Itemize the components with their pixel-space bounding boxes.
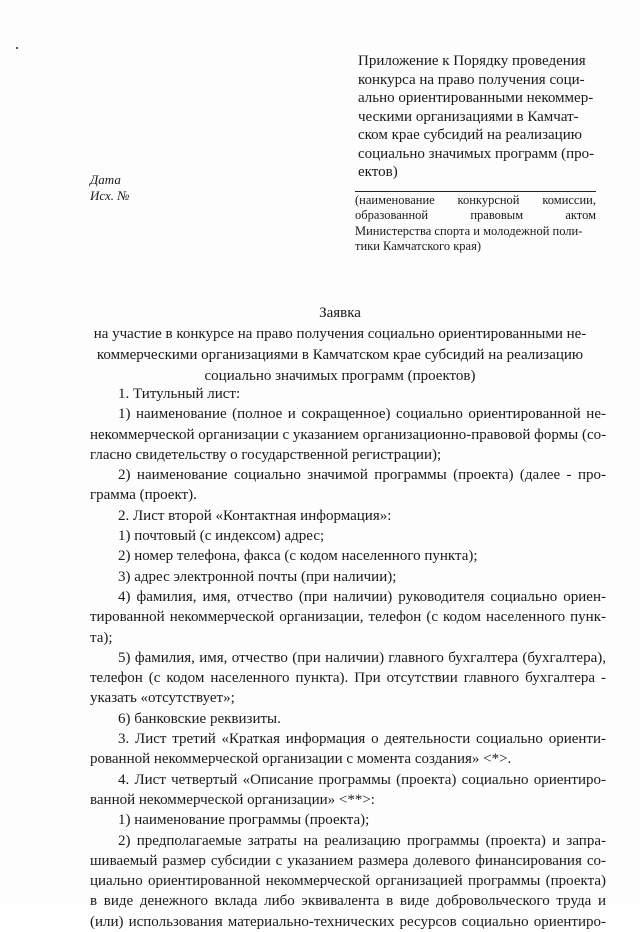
title-line: на участие в конкурсе на право получения социально ориентированными не- — [93, 326, 587, 342]
commission-line: тики Камчатского края) — [355, 238, 482, 253]
body-line: (или) использования материально-технических ресурсов социально ориентиро- — [90, 913, 606, 930]
commission-line: (наименование конкурсной комиссии, — [355, 193, 596, 207]
body-line: 3) адрес электронной почты (при наличии); — [118, 568, 397, 585]
body-line: 1) наименование программы (проекта); — [118, 812, 370, 829]
appendix-line: ектов) — [358, 164, 398, 180]
date-label: Дата — [90, 172, 121, 187]
body-line: ванной некоммерческой организации» <**>: — [90, 791, 375, 808]
body-line: шиваемый размер субсидии с указанием размера долевого финансирования со- — [90, 852, 606, 869]
appendix-line: ально ориентированными некоммер- — [358, 90, 594, 106]
body-line: грамма (проект). — [90, 487, 197, 504]
body-line: 1. Титульный лист: — [118, 386, 241, 402]
commission-caption — [355, 193, 596, 254]
body-line: 2) предполагаемые затраты на реализацию программы (проекта) и запра- — [118, 832, 606, 849]
appendix-line: ском крае субсидий на реализацию — [358, 127, 582, 143]
body-line: тированной некоммерческой организации, телефон (с кодом населенного пунк- — [90, 609, 606, 626]
body-line: 6) банковские реквизиты. — [118, 710, 281, 727]
body-line: 4) фамилия, имя, отчество (при наличии) руководителя социально ориен- — [118, 588, 606, 605]
body-line: 4. Лист четвертый «Описание программы (проекта) социально ориентиро- — [118, 771, 606, 788]
body-line: 1) наименование (полное и сокращенное) социально ориентированной не- — [118, 406, 606, 423]
commission-line: образованной правовым актом — [355, 208, 596, 223]
body-line: 3. Лист третий «Краткая информация о деятельности социально ориенти- — [118, 731, 606, 748]
body-line: рованной некоммерческой организации с момента создания» <*>. — [90, 751, 512, 768]
body-line: некоммерческой организации с указанием организационно-правовой формы (со- — [90, 426, 607, 443]
appendix-line: ческими организациями в Камчат- — [358, 108, 579, 125]
appendix-line: конкурса на право получения соци- — [358, 71, 585, 88]
body-line: телефон (с кодом населенного пункта). При отсутствии главного бухгалтера - — [90, 670, 606, 687]
body-line: 2) номер телефона, факса (с кодом населенного пункта); — [118, 548, 478, 565]
body-line: гласно свидетельству о государственной регистрации); — [90, 446, 442, 463]
body-line: та); — [90, 629, 113, 646]
date-block — [90, 172, 130, 203]
title-heading: Заявка — [319, 305, 361, 321]
body-line: 2) наименование социально значимой программы (проекта) (далее - про- — [118, 467, 606, 484]
title-line: коммерческими организациями в Камчатском крае субсидий на реализацию — [96, 347, 584, 363]
body-line: в виде денежного вклада либо эквивалента в виде добровольческого труда и — [90, 893, 606, 910]
application-title — [80, 303, 600, 387]
appendix-line: социально значимых программ (про- — [358, 145, 595, 162]
body-line: 2. Лист второй «Контактная информация»: — [118, 507, 392, 524]
ref-number-label: Исх. № — [90, 187, 130, 203]
commission-underline — [355, 191, 596, 192]
appendix-note — [358, 52, 598, 182]
body-line: 5) фамилия, имя, отчество (при наличии) главного бухгалтера (бухгалтера), — [118, 649, 606, 666]
body-line: циально ориентированной некоммерческой организацией программы (проекта) — [90, 873, 606, 890]
scan-speck — [16, 47, 18, 49]
appendix-line: Приложение к Порядку проведения — [358, 53, 586, 69]
body-line: указать «отсутствует»; — [90, 690, 235, 707]
application-body — [90, 384, 606, 932]
commission-line: Министерства спорта и молодежной поли- — [355, 223, 583, 238]
body-line: 1) почтовый (с индексом) адрес; — [118, 528, 325, 545]
title-line: социально значимых программ (проектов) — [204, 368, 476, 384]
